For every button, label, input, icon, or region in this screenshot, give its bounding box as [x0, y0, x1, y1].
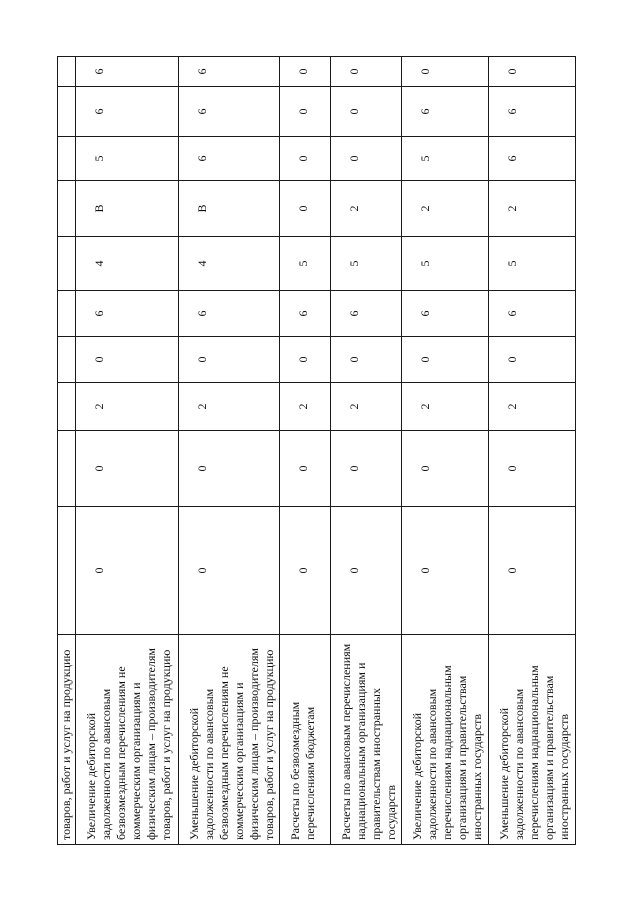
code-cell [280, 137, 331, 181]
row-label-cell [76, 635, 179, 845]
rotated-table-container [57, 57, 577, 845]
code-digit: 2 [92, 403, 106, 410]
code-cell [331, 507, 402, 635]
code-cell [76, 337, 179, 383]
code-cell [402, 431, 489, 507]
code-digit: 5 [347, 260, 361, 267]
code-digit: 0 [296, 155, 310, 162]
empty-cell [58, 137, 76, 181]
row-label: Уменьшение дебиторской задолженности по авансовым безвозмездным перечислениям не коммерческим организациям и физическим лицам – производителям товаров, работ и услуг на продукцию [187, 648, 276, 840]
code-digit: 0 [195, 465, 209, 472]
code-cell [280, 431, 331, 507]
code-cell [76, 507, 179, 635]
code-cell [331, 337, 402, 383]
row-label: Расчеты по безвозмездным перечислениям бюджетам [288, 701, 317, 840]
code-cell [76, 383, 179, 431]
code-digit: 6 [92, 68, 106, 75]
code-digit: 0 [418, 68, 432, 75]
code-cell [179, 181, 280, 237]
code-digit: 0 [92, 356, 106, 363]
code-cell [402, 337, 489, 383]
code-digit: 5 [92, 155, 106, 162]
code-digit: 0 [92, 567, 106, 574]
code-digit: 0 [296, 356, 310, 363]
row-label-cell [179, 635, 280, 845]
code-cell [280, 507, 331, 635]
code-cell [76, 431, 179, 507]
row-label-cell [331, 635, 402, 845]
code-digit: 0 [296, 205, 310, 212]
continuation-row [58, 57, 76, 845]
code-digit: 0 [347, 108, 361, 115]
code-digit: В [195, 204, 209, 213]
code-cell [280, 237, 331, 291]
code-cell [331, 431, 402, 507]
code-digit: 6 [195, 108, 209, 115]
code-cell [280, 87, 331, 137]
code-cell [331, 181, 402, 237]
code-cell [489, 337, 576, 383]
code-digit: 0 [347, 155, 361, 162]
code-digit: 2 [347, 205, 361, 212]
code-cell [489, 57, 576, 87]
code-cell [402, 291, 489, 337]
row-label-cell [402, 635, 489, 845]
table-row [179, 57, 280, 845]
code-digit: 0 [347, 567, 361, 574]
row-label: Уменьшение дебиторской задолженности по авансовым перечислениям наднациональным организациям и правительствам иностранных государств [497, 665, 571, 840]
empty-cell [58, 291, 76, 337]
code-digit: 0 [296, 68, 310, 75]
code-cell [280, 57, 331, 87]
code-cell [489, 87, 576, 137]
code-digit: 0 [418, 356, 432, 363]
code-cell [179, 507, 280, 635]
empty-cell [58, 507, 76, 635]
code-cell [402, 507, 489, 635]
empty-cell [58, 87, 76, 137]
code-cell [76, 181, 179, 237]
row-label: Увеличение дебиторской задолженности по авансовым перечислениям наднациональным организациям и правительствам иностранных государств [410, 665, 484, 840]
code-cell [76, 57, 179, 87]
code-cell [331, 383, 402, 431]
accounts-table [57, 56, 576, 845]
code-cell [402, 57, 489, 87]
code-cell [402, 137, 489, 181]
code-cell [489, 383, 576, 431]
code-cell [402, 181, 489, 237]
code-digit: 6 [505, 310, 519, 317]
continuation-cell: товаров, работ и услуг на продукцию [58, 635, 76, 845]
code-digit: 0 [347, 356, 361, 363]
row-label-cell [489, 635, 576, 845]
code-digit: 0 [347, 465, 361, 472]
code-digit: 6 [195, 310, 209, 317]
code-digit: 2 [505, 205, 519, 212]
code-digit: 0 [347, 68, 361, 75]
empty-cell [58, 237, 76, 291]
table-row [76, 57, 179, 845]
row-label: Расчеты по авансовым перечислениям наднациональным организациям и правительствам иностранных государств [339, 643, 398, 840]
code-cell [179, 237, 280, 291]
code-digit: 0 [505, 68, 519, 75]
code-cell [402, 87, 489, 137]
code-digit: 0 [418, 567, 432, 574]
empty-cell [58, 337, 76, 383]
code-cell [179, 87, 280, 137]
code-digit: 6 [195, 68, 209, 75]
code-digit: 2 [418, 205, 432, 212]
code-cell [280, 181, 331, 237]
code-cell [331, 57, 402, 87]
code-cell [489, 181, 576, 237]
code-digit: 6 [418, 310, 432, 317]
code-digit: 2 [195, 403, 209, 410]
table-row [331, 57, 402, 845]
code-cell [489, 431, 576, 507]
code-cell [280, 337, 331, 383]
row-label: Увеличение дебиторской задолженности по авансовым безвозмездным перечислениям не коммерческим организациям и физическим лицам – производителям товаров, работ и услуг на продукцию [84, 648, 173, 840]
code-cell [76, 291, 179, 337]
code-cell [179, 291, 280, 337]
code-digit: 6 [347, 310, 361, 317]
table-row [402, 57, 489, 845]
code-digit: 6 [505, 155, 519, 162]
code-digit: 6 [418, 108, 432, 115]
code-digit: 6 [92, 310, 106, 317]
code-digit: 5 [418, 260, 432, 267]
code-cell [402, 383, 489, 431]
code-digit: 0 [296, 567, 310, 574]
code-digit: 5 [505, 260, 519, 267]
code-cell [489, 137, 576, 181]
code-digit: В [92, 204, 106, 213]
code-digit: 0 [418, 465, 432, 472]
code-digit: 0 [195, 356, 209, 363]
code-cell [489, 291, 576, 337]
code-cell [179, 137, 280, 181]
code-digit: 0 [505, 465, 519, 472]
code-digit: 0 [296, 108, 310, 115]
code-cell [76, 137, 179, 181]
code-digit: 6 [505, 108, 519, 115]
code-digit: 2 [505, 403, 519, 410]
code-cell [179, 57, 280, 87]
empty-cell [58, 57, 76, 87]
row-label-cell [280, 635, 331, 845]
table-row [280, 57, 331, 845]
code-digit: 2 [296, 403, 310, 410]
code-cell [331, 237, 402, 291]
code-digit: 4 [92, 260, 106, 267]
code-digit: 5 [418, 155, 432, 162]
code-digit: 0 [505, 356, 519, 363]
code-digit: 2 [418, 403, 432, 410]
code-digit: 0 [92, 465, 106, 472]
code-cell [331, 87, 402, 137]
code-cell [331, 137, 402, 181]
empty-cell [58, 181, 76, 237]
code-digit: 6 [195, 155, 209, 162]
code-cell [489, 507, 576, 635]
code-cell [76, 87, 179, 137]
code-cell [179, 337, 280, 383]
code-digit: 0 [505, 567, 519, 574]
code-digit: 6 [296, 310, 310, 317]
code-cell [331, 291, 402, 337]
code-cell [280, 291, 331, 337]
code-digit: 0 [195, 567, 209, 574]
code-cell [280, 383, 331, 431]
code-digit: 0 [296, 465, 310, 472]
table-row [489, 57, 576, 845]
code-digit: 6 [92, 108, 106, 115]
code-cell [179, 431, 280, 507]
code-digit: 4 [195, 260, 209, 267]
code-cell [489, 237, 576, 291]
code-cell [179, 383, 280, 431]
code-cell [402, 237, 489, 291]
empty-cell [58, 431, 76, 507]
code-cell [76, 237, 179, 291]
code-digit: 2 [347, 403, 361, 410]
code-digit: 5 [296, 260, 310, 267]
empty-cell [58, 383, 76, 431]
